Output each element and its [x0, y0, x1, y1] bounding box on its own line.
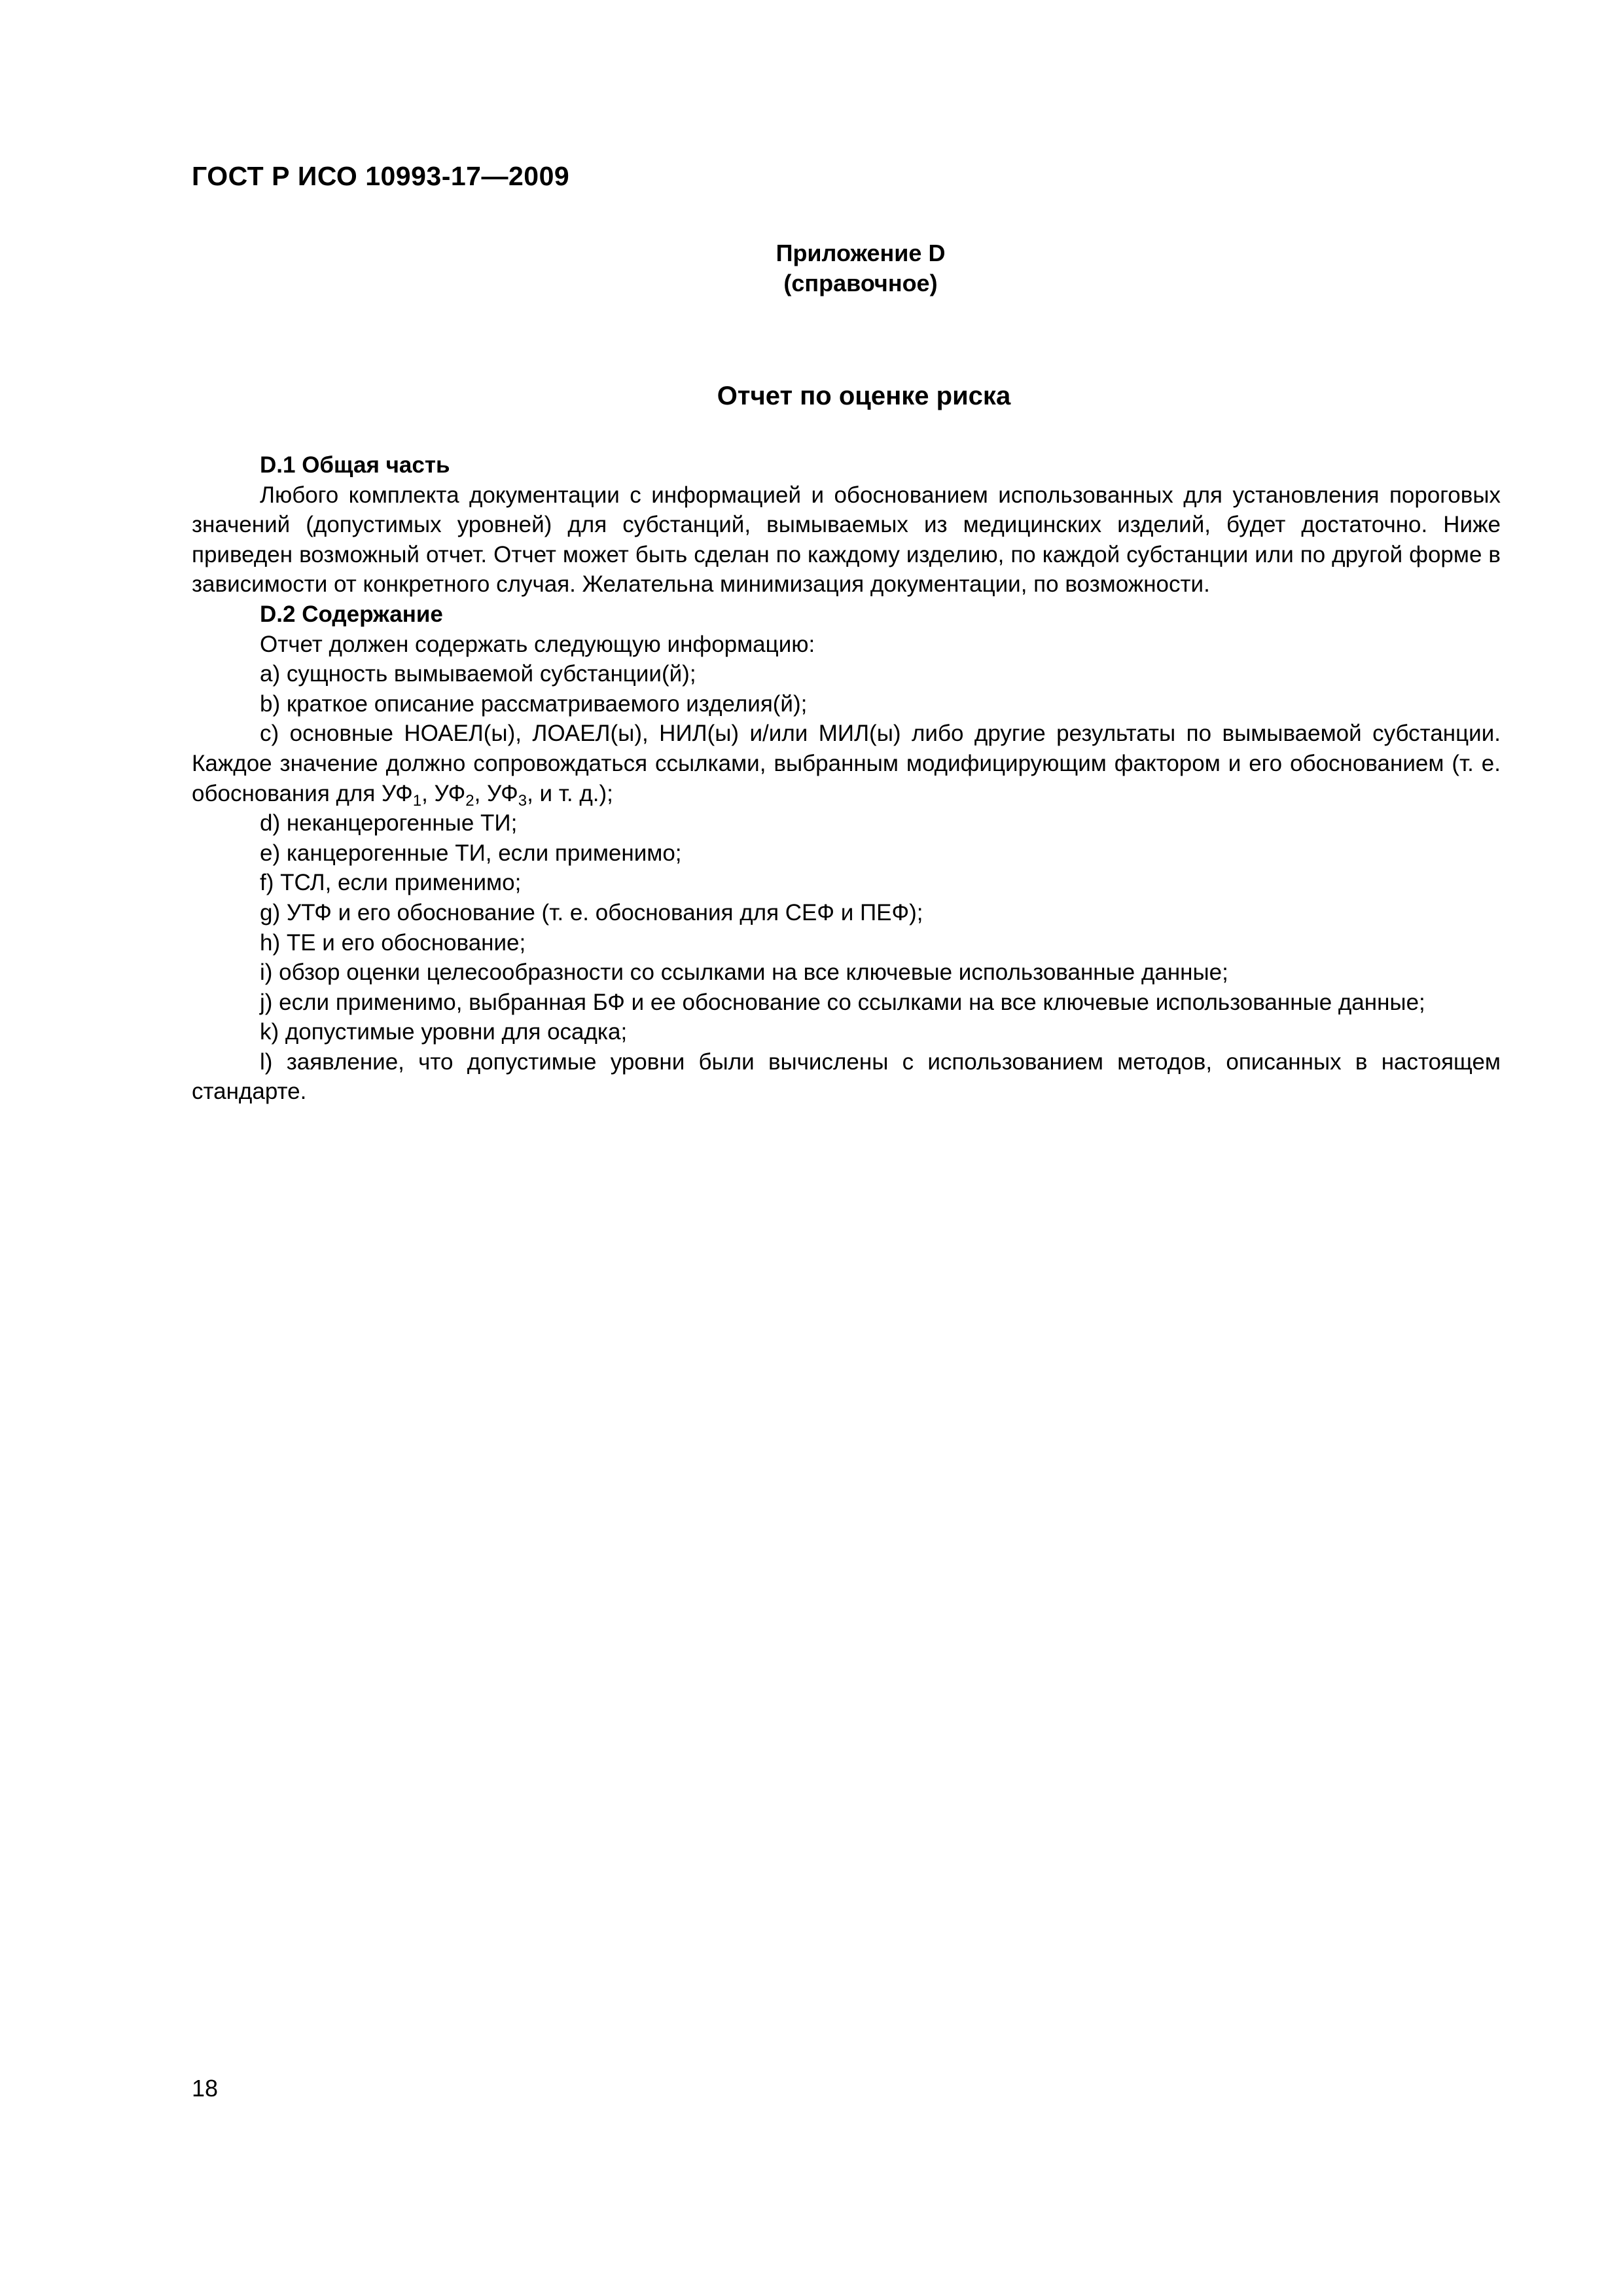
document-code-header: ГОСТ Р ИСО 10993-17—2009	[192, 161, 570, 191]
list-item-b: b) краткое описание рассматриваемого изделия(й);	[260, 691, 808, 717]
list-item-c	[192, 719, 1501, 808]
list-item-c-end: , и т. д.);	[527, 780, 613, 806]
document-body	[192, 450, 1501, 1107]
list-item-f: f) ТСЛ, если применимо;	[260, 870, 522, 896]
list-item-j: j) если применимо, выбранная БФ и ее обоснование со ссылками на все ключевые использованные данные;	[260, 989, 1425, 1015]
list-item-a: a) сущность вымываемой субстанции(й);	[260, 661, 696, 687]
list-item-h: h) ТЕ и его обоснование;	[260, 929, 526, 956]
section-d2-intro: Отчет должен содержать следующую информацию:	[260, 631, 815, 657]
list-item-k: k) допустимые уровни для осадка;	[260, 1019, 628, 1045]
list-item-c-mid2: , УФ	[474, 780, 518, 806]
section-heading-d2: D.2 Содержание	[260, 601, 443, 627]
list-item-c-mid1: , УФ	[421, 780, 466, 806]
subscript-1: 1	[412, 791, 422, 810]
list-item-l: l) заявление, что допустимые уровни были вычислены с использованием методов, описанных в настоящем стандарте.	[192, 1049, 1501, 1105]
page-title: Отчет по оценке риска	[717, 382, 1011, 410]
subscript-3: 3	[518, 791, 527, 810]
list-item-i: i) обзор оценки целесообразности со ссылками на все ключевые использованные данные;	[260, 960, 1228, 986]
annex-status: (справочное)	[783, 270, 938, 296]
subscript-2: 2	[465, 791, 474, 810]
annex-heading	[687, 238, 1034, 298]
page-number: 18	[192, 2075, 219, 2102]
section-d1-paragraph: Любого комплекта документации с информацией и обоснованием использованных для установления пороговых значений (допустимых уровней) для субстанций, вымываемых из медицинских изделий, будет достаточно. Ниже приведен возможный отчет. Отчет может быть сделан по каждому изделию, по каждой субстанции или по другой форме в зависимости от конкретного случая. Желательна минимизация документации, по возможности.	[192, 482, 1501, 598]
list-item-d: d) неканцерогенные ТИ;	[260, 810, 518, 836]
annex-label: Приложение D	[776, 240, 946, 266]
list-item-e: e) канцерогенные ТИ, если применимо;	[260, 840, 682, 866]
list-item-g: g) УТФ и его обоснование (т. е. обоснования для СЕФ и ПЕФ);	[260, 899, 923, 925]
list-item-c-text: c) основные НОАЕЛ(ы), ЛОАЕЛ(ы), НИЛ(ы) и/или МИЛ(ы) либо другие результаты по вымываемой субстанции. Каждое значение должно сопровождаться ссылками, выбранным модифицирующим фактором и его обоснованием (т. е. обоснования для УФ	[192, 721, 1501, 806]
section-heading-d1: D.1 Общая часть	[260, 452, 450, 478]
